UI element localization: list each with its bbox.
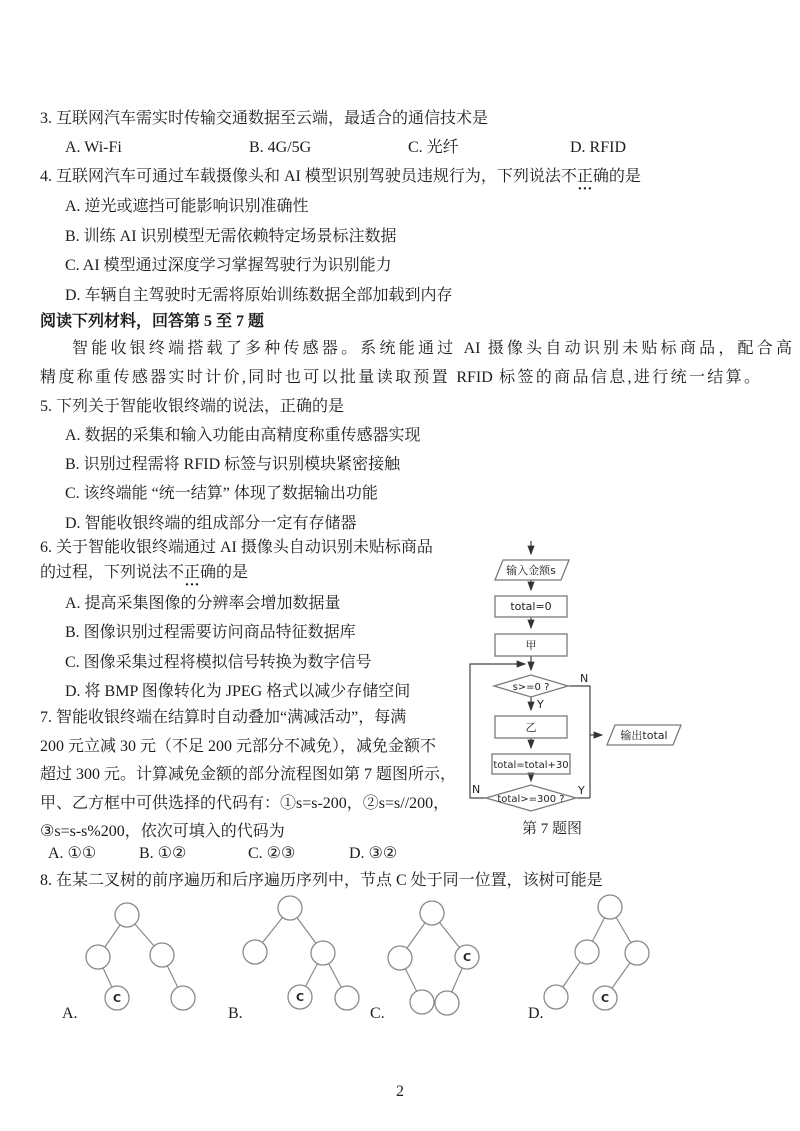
q4-option-c: C. AI 模型通过深度学习掌握驾驶行为识别能力 — [65, 257, 392, 274]
tree-d-left — [575, 940, 599, 964]
tree-d-root — [598, 895, 622, 919]
tree-d — [528, 895, 649, 1022]
q7-option-a: A. ①① — [48, 845, 97, 862]
q7-stem-line3: 超过 300 元。计算减免金额的部分流程图如第 7 题图所示， — [40, 766, 457, 783]
tree-b-left — [243, 940, 267, 964]
q6-stem-line2-suffix: 的是 — [216, 564, 249, 581]
q4-options — [40, 192, 785, 310]
tree-a-c-label: C — [112, 992, 122, 1005]
q6-stem-line2-prefix: 的过程，下列说法 — [40, 564, 169, 581]
q8-trees — [40, 886, 760, 1031]
q7-stem-line4: 甲、乙方框中可供选择的代码有：①s=s-200，②s=s//200， — [40, 794, 450, 812]
tree-d-c-label: C — [600, 992, 610, 1005]
q4-option-b: B. 训练 AI 识别模型无需依赖特定场景标注数据 — [65, 227, 397, 245]
tree-c-root — [420, 901, 444, 925]
q7-stem — [40, 704, 460, 847]
tree-a-right-right — [171, 986, 195, 1010]
q3-option-a: A. Wi-Fi — [65, 139, 122, 156]
q6-options — [40, 589, 485, 707]
flow-cond1-no-label: N — [580, 672, 589, 685]
q4-option-a: A. 逆光或遮挡可能影响识别准确性 — [65, 198, 309, 215]
flow-cond2-label: total>=300 ? — [497, 794, 565, 805]
flowchart-caption: 第 7 题图 — [521, 821, 583, 837]
flow-branch-no-right — [568, 686, 590, 798]
q5-option-b: B. 识别过程需将 RFID 标签与识别模块紧密接触 — [65, 456, 401, 474]
tree-d-left-left — [544, 985, 568, 1009]
tree-b-option-label: B. — [228, 1005, 243, 1022]
q6-stem-line1: 6. 关于智能收银终端通过 AI 摄像头自动识别未贴标商品 — [40, 539, 433, 556]
q3-option-c: C. 光纤 — [408, 139, 459, 156]
material-line2: 精度称重传感器实时计价,同时也可以批量读取预置 RFID 标签的商品信息,进行统一结算。 — [40, 369, 760, 386]
q7-stem-line2: 200 元立减 30 元（不足 200 元部分不减免），减免金额不 — [40, 737, 437, 755]
q4-stem-suffix: 的是 — [608, 168, 641, 185]
tree-a-left — [86, 945, 110, 969]
tree-a-root — [115, 903, 139, 927]
flow-cond1-yes-label: Y — [537, 698, 544, 711]
tree-b-root — [278, 896, 302, 920]
q5-option-c: C. 该终端能 “统一结算” 体现了数据输出功能 — [65, 485, 378, 503]
q6-stem — [40, 535, 460, 585]
q7-option-d: D. ③② — [349, 845, 398, 862]
tree-b-right-right — [335, 986, 359, 1010]
tree-b-right — [311, 941, 335, 965]
flow-jia-label: 甲 — [525, 639, 537, 652]
q4-stem — [40, 162, 760, 191]
q7-stem-line5: ③s=s-s%200，依次可填入的代码为 — [40, 823, 285, 840]
tree-a-right — [150, 943, 174, 967]
flow-input-label: 输入金额s — [506, 564, 556, 577]
flow-cond2-yes-label: Y — [578, 784, 585, 797]
page-number: 2 — [396, 1083, 404, 1100]
q5-options — [40, 421, 785, 538]
q7-stem-line1: 7. 智能收银终端在结算时自动叠加“满减活动”，每满 — [40, 709, 407, 726]
q3-options — [40, 133, 785, 162]
flow-yi-label: 乙 — [525, 721, 537, 734]
tree-c-bottom-right — [435, 991, 459, 1015]
q4-option-d: D. 车辆自主驾驶时无需将原始训练数据全部加载到内存 — [65, 286, 453, 304]
q5-option-a: A. 数据的采集和输入功能由高精度称重传感器实现 — [65, 427, 421, 444]
flow-init-label: total=0 — [510, 600, 552, 613]
q6-stem-emphasis: 不正确 ··· — [168, 564, 216, 581]
tree-c-option-label: C. — [370, 1005, 385, 1022]
tree-a — [62, 903, 195, 1022]
q7-option-b: B. ①② — [139, 845, 187, 862]
tree-c-left — [388, 946, 412, 970]
q3-option-d: D. RFID — [570, 139, 627, 156]
flow-cond1-label: s>=0 ? — [512, 682, 550, 693]
material-heading: 阅读下列材料，回答第 5 至 7 题 — [40, 313, 265, 330]
flow-output-label: 输出total — [620, 729, 668, 742]
q6-option-b: B. 图像识别过程需要访问商品特征数据库 — [65, 624, 356, 642]
tree-c — [370, 901, 479, 1022]
material-line1: 智能收银终端搭载了多种传感器。系统能通过 AI 摄像头自动识别未贴标商品，配合高 — [72, 340, 792, 357]
tree-d-option-label: D. — [528, 1005, 544, 1022]
tree-c-c-label: C — [462, 951, 472, 964]
flow-cond2-no-label: N — [472, 783, 481, 796]
tree-a-option-label: A. — [62, 1005, 78, 1022]
flow-add-label: total=total+30 — [493, 760, 569, 771]
q8-stem: 8. 在某二叉树的前序遍历和后序遍历序列中，节点 C 处于同一位置，该树可能是 — [40, 872, 603, 889]
q4-stem-prefix: 4. 互联网汽车可通过车载摄像头和 AI 模型识别驾驶员违规行为，下列说法 — [40, 168, 561, 185]
q5-option-d: D. 智能收银终端的组成部分一定有存储器 — [65, 514, 357, 532]
q6-stem-line2 — [40, 560, 460, 585]
q3-stem: 3. 互联网汽车需实时传输交通数据至云端，最适合的通信技术是 — [40, 110, 489, 127]
q4-stem-emphasis: 不正确 ··· — [561, 168, 609, 185]
q6-option-c: C. 图像采集过程将模拟信号转换为数字信号 — [65, 653, 372, 671]
q3-option-b: B. 4G/5G — [249, 139, 312, 156]
q7-options — [40, 839, 468, 868]
tree-b-c-label: C — [295, 991, 305, 1004]
q6-option-d: D. 将 BMP 图像转化为 JPEG 格式以减少存储空间 — [65, 683, 411, 701]
q5-stem: 5. 下列关于智能收银终端的说法，正确的是 — [40, 398, 345, 415]
q7-option-c: C. ②③ — [248, 845, 296, 862]
q6-option-a: A. 提高采集图像的分辨率会增加数据量 — [65, 595, 341, 612]
q8-trees-diagram — [40, 886, 760, 1031]
tree-b — [228, 896, 359, 1022]
tree-d-right — [625, 941, 649, 965]
tree-c-bottom-left — [410, 990, 434, 1014]
q7-flowchart — [452, 536, 788, 842]
q7-flowchart-diagram — [452, 536, 788, 842]
